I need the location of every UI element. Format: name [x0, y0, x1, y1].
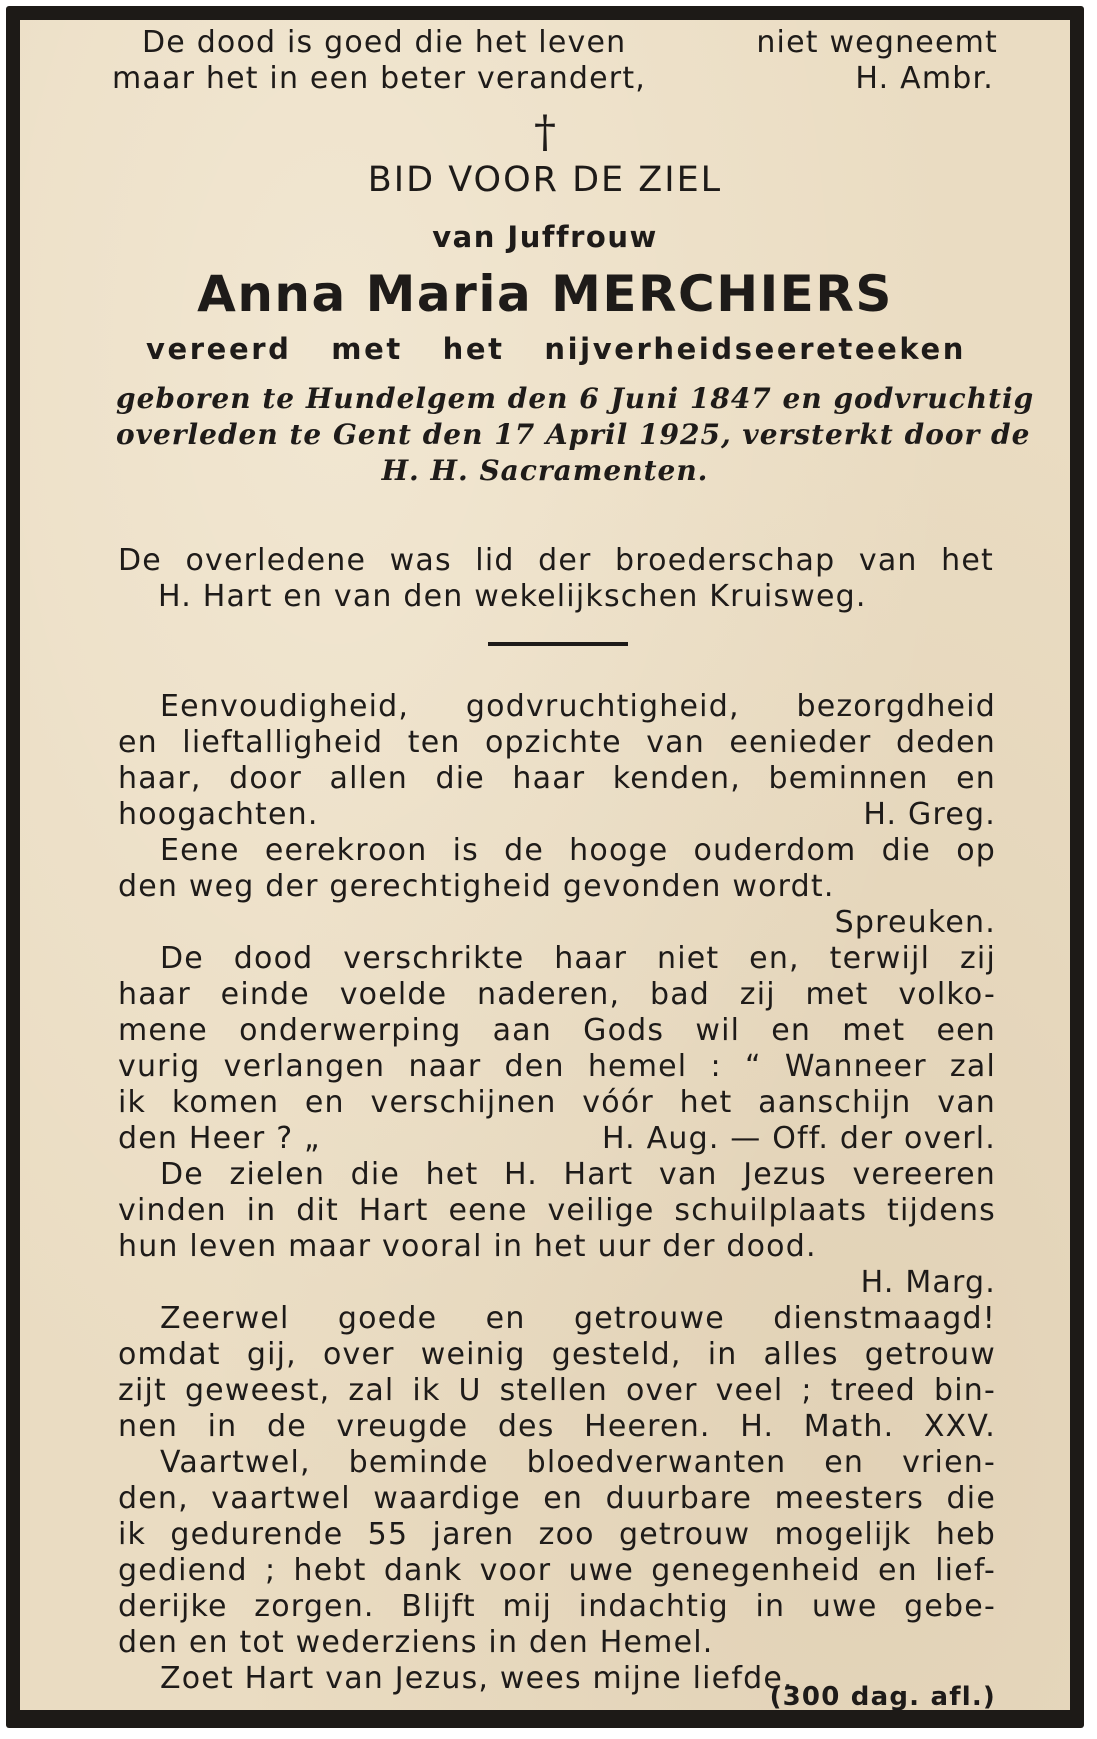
text-line: vurig verlangen naar den hemel : “ Wanneer zal	[118, 1049, 996, 1084]
text-line: den weg der gerechtigheid gevonden wordt.	[118, 869, 835, 904]
text-line: hun leven maar vooral in het uur der dood.	[118, 1229, 817, 1264]
text-line: den, vaartwel waardige en duurbare meesters die	[118, 1481, 996, 1516]
text-fragment: den Heer ? „	[118, 1121, 321, 1156]
text-line: derijke zorgen. Blijft mij indachtig in uwe gebe-	[118, 1589, 996, 1624]
text-line: Vaartwel, beminde bloedverwanten en vrien-	[160, 1445, 996, 1480]
card-paper	[20, 20, 1070, 1710]
text-line: haar, door allen die haar kenden, beminnen en	[118, 761, 996, 796]
text-line: gediend ; hebt dank voor uwe genegenheid en lief-	[118, 1553, 996, 1588]
text-line: en lieftalligheid ten opzichte van eenieder deden	[118, 725, 996, 760]
text-line: omdat gij, over weinig gesteld, in alles getrouw	[118, 1337, 996, 1372]
text-line: Zeerwel goede en getrouwe dienstmaagd!	[160, 1301, 996, 1336]
title-intro: van Juffrouw	[432, 220, 658, 254]
header-quote-text: maar het in een beter verandert,	[112, 61, 647, 96]
deceased-name: Anna Maria MERCHIERS	[197, 265, 893, 323]
closing-prayer: Zoet Hart van Jezus, wees mijne liefde.	[160, 1661, 794, 1696]
prayer-heading: BID VOOR DE ZIEL	[367, 160, 723, 200]
text-fragment: hoogachten.	[118, 797, 319, 832]
cross-icon: †	[534, 107, 556, 158]
membership-line-1: De overledene was lid der broederschap van het	[118, 543, 994, 578]
membership-line-2: H. Hart en van den wekelijkschen Kruisweg.	[158, 579, 867, 614]
header-quote-line-2	[112, 62, 994, 96]
divider	[488, 642, 628, 646]
header-quote-author: H. Ambr.	[855, 61, 994, 96]
text-line	[118, 798, 996, 832]
header-quote-line-1	[142, 26, 998, 60]
quote-source: H. Greg.	[863, 797, 996, 832]
sacraments-line: H. H. Sacramenten.	[381, 454, 709, 487]
header-quote-text: De dood is goed die het leven	[142, 25, 627, 60]
text-line: ik gedurende 55 jaren zoo getrouw mogelijk heb	[118, 1517, 996, 1552]
death-line: overleden te Gent den 17 April 1925, versterkt door de	[116, 418, 1031, 451]
text-line: Eenvoudigheid, godvruchtigheid, bezorgdheid	[160, 689, 996, 724]
text-line: mene onderwerping aan Gods wil en met een	[118, 1013, 996, 1048]
text-line: Eene eerekroon is de hooge ouderdom die op	[160, 833, 996, 868]
text-line: haar einde voelde naderen, bad zij met volko-	[118, 977, 996, 1012]
text-line: zijt geweest, zal ik U stellen over veel ; treed bin-	[118, 1373, 996, 1408]
memorial-card	[6, 6, 1084, 1728]
text-line	[118, 1122, 996, 1156]
quote-source: H. Marg.	[860, 1265, 996, 1300]
indulgence-note: (300 dag. afl.)	[769, 1682, 996, 1712]
text-line: ik komen en verschijnen vóór het aanschijn van	[118, 1085, 996, 1120]
honor-line: vereerd met het nijverheidseereteeken	[146, 332, 966, 366]
text-line: nen in de vreugde des Heeren. H. Math. XXV.	[118, 1409, 996, 1444]
text-line: vinden in dit Hart eene veilige schuilplaats tijdens	[118, 1193, 996, 1228]
quote-source: Spreuken.	[834, 905, 996, 940]
text-line: De zielen die het H. Hart van Jezus vereeren	[160, 1157, 996, 1192]
header-quote-text: niet wegneemt	[756, 25, 998, 60]
text-line: den en tot wederziens in den Hemel.	[118, 1625, 714, 1660]
birth-line: geboren te Hundelgem den 6 Juni 1847 en godvruchtig	[116, 382, 1035, 415]
quote-source: H. Aug. — Off. der overl.	[601, 1121, 996, 1156]
text-line: De dood verschrikte haar niet en, terwijl zij	[160, 941, 996, 976]
